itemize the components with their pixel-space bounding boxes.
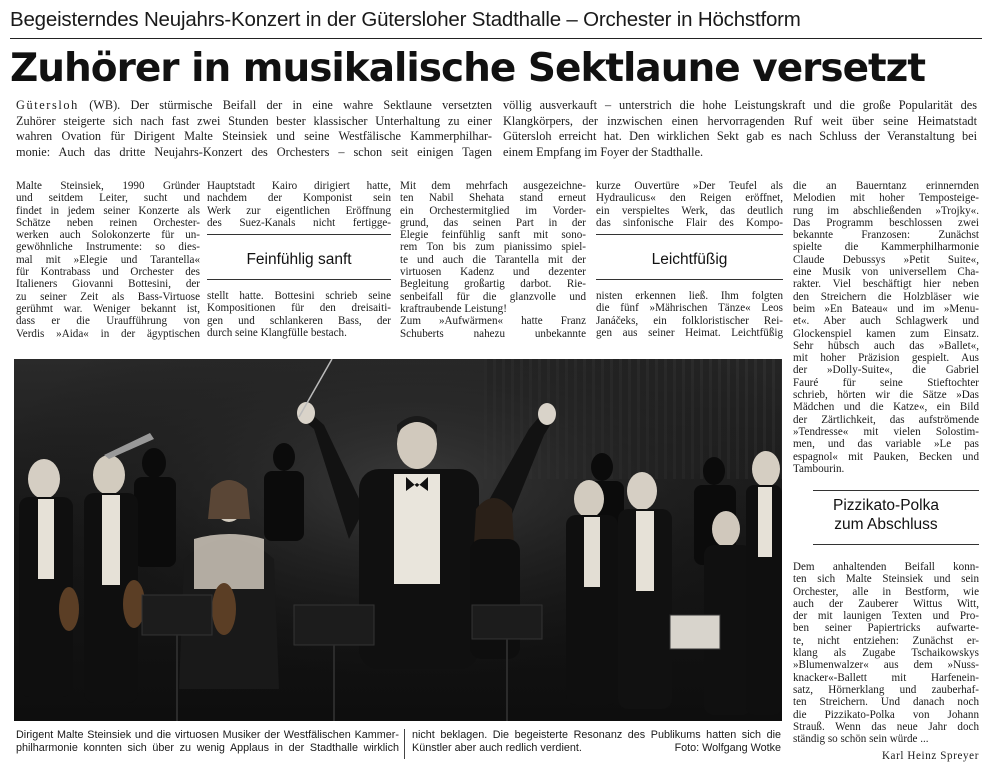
lead-line: völlig ausverkauft – unterstrich die hohe Leistungskraft und die große Popularität des: [503, 98, 977, 112]
lead-line: einem Empfang im Foyer der Stadthalle.: [503, 145, 704, 160]
body-line: Glockenspiel kamen zum Einsatz.: [793, 327, 979, 340]
body-line: stellt hatte. Bottesini schrieb seine: [207, 290, 391, 302]
body-line: virtuosen Kadenz und dezenter: [400, 266, 586, 279]
body-line: bekannte Franzosen: Zunächst: [793, 229, 979, 242]
body-line: kraftraubende Leistung!: [400, 302, 507, 315]
body-line: ben seiner Papiertricks aufwarte-: [793, 622, 979, 635]
body-line: ein verspieltes Werk, das deutlich: [596, 204, 783, 217]
dateline: Gütersloh: [16, 98, 79, 112]
caption-line: Dirigent Malte Steinsiek und die virtuosen Musiker der Westfälischen Kammer-: [16, 729, 399, 741]
body-line: rakter. Viel beschäftigt hier neben: [793, 278, 979, 291]
body-line: das sinfonische Flair des Kompo-: [596, 216, 783, 229]
body-line: Elegie feinfühlig sanft mit sono-: [400, 229, 586, 242]
subhead-rule: [813, 490, 979, 491]
subhead-rule: [813, 544, 979, 545]
body-line: findet in jedem seiner Konzerte als: [16, 204, 200, 217]
body-line: et«. Aber auch Schlagwerk und: [793, 315, 979, 328]
body-line: ein Orchestermitglied im Vorder-: [400, 204, 586, 217]
body-line: Sehr hübsch auch das »Ballet«,: [793, 339, 979, 352]
lead-right: [503, 98, 977, 161]
body-column-4-top: [596, 180, 783, 229]
body-line: mit hoher Präzision gespielt. Aus: [793, 352, 979, 365]
body-line: Melodien mit hoher Temposteige-: [793, 192, 979, 205]
body-line: Orchester, alle in Bestform, wie: [793, 585, 979, 598]
body-line: Schuberts nahezu unbekannte: [400, 327, 586, 340]
body-line: beim »En Bateau« und im »Menu-: [793, 302, 979, 315]
body-line: des Suez-Kanals nicht fertigge-: [207, 216, 391, 229]
body-line: nisten erkennen ließ. Ihm folgten: [596, 290, 783, 302]
body-line: Werk zur eigentlichen Eröffnung: [207, 204, 391, 217]
body-column-5-top: [793, 180, 979, 475]
body-line: werken auch Solokonzerte für un-: [16, 229, 200, 242]
subhead-rule: [596, 279, 783, 280]
body-line: klang als Zugabe Tschaikowskys: [793, 647, 979, 660]
body-line: eine Musik von universellem Cha-: [793, 266, 979, 279]
body-line: espagnol« mit Pauken, Becken und: [793, 450, 979, 463]
body-line: Fauré für seine Stieftochter: [793, 376, 979, 389]
subhead-leichtfuessig: Leichtfüßig: [651, 251, 728, 268]
subhead-rule: [207, 279, 391, 280]
body-line: kurze Ouvertüre »Der Teufel als: [596, 180, 783, 192]
body-line: Zum »Aufwärmen« hatte Franz: [400, 315, 586, 328]
body-line: gen und schlankeren Bass, der: [207, 314, 391, 327]
body-line: gerühmt war. Weniger bekannt ist,: [16, 302, 200, 315]
body-column-2-top: [207, 180, 391, 229]
body-line: rung im abschließenden »Trojky«.: [793, 204, 979, 217]
body-line: gen aus seiner Heimat. Leichtfüßig: [596, 326, 783, 339]
subhead-pizzikato-line: zum Abschluss: [834, 516, 938, 533]
caption-text: Künstler aber auch redlich verdient.: [412, 742, 582, 754]
headline: Zuhörer in musikalische Sektlaune versetzt: [10, 46, 926, 91]
body-line: der Zärtlichkeit, das aufströmende: [793, 413, 979, 426]
subhead-rule: [596, 234, 783, 235]
orchestra-photo: [14, 359, 782, 721]
caption-line: [412, 742, 781, 755]
body-line: ten sich Malte Steinsiek und sein: [793, 573, 979, 586]
kicker-line: Begeisterndes Neujahrs-Konzert in der Gütersloher Stadthalle – Orchester in Höchstform: [10, 8, 801, 31]
body-line: gewöhnliche Instrumente: so dies-: [16, 241, 200, 254]
body-line: Hauptstadt Kairo dirigiert hatte,: [207, 180, 391, 192]
lead-line: Gütersloh erreicht hat. Den wirklichen Sekt gab es nach Schluss der Veranstaltung bei: [503, 129, 977, 144]
body-line: die fünf »Mährischen Tänze« Leos: [596, 302, 783, 315]
body-line: Tambourin.: [793, 462, 845, 475]
body-line: Italieners Giovanni Bottesini, der: [16, 278, 200, 291]
lead-line: Klangkörpers, der inzwischen einen hervorragenden Ruf weit über seine Heimatstadt: [503, 113, 977, 128]
author: Karl Heinz Spreyer: [881, 750, 979, 762]
body-column-5-bottom: [793, 561, 979, 745]
body-line: und seitdem Leiter, sucht und: [16, 192, 200, 205]
body-line: der mit launigen Texten und Pro-: [793, 610, 979, 623]
lead-left: [16, 98, 492, 161]
body-column-3: [400, 180, 586, 340]
body-line: die Pizzikato-Polka von Johann: [793, 708, 979, 721]
body-line: Das Programm beschlossen zwei: [793, 216, 979, 229]
subhead-feinfuehlig: Feinfühlig sanft: [246, 251, 352, 268]
body-line: Verdis »Aida« in der ägyptischen: [16, 327, 200, 340]
body-column-1: [16, 180, 200, 340]
body-line: Malte Steinsiek, 1990 Gründer: [16, 180, 200, 192]
photo-caption-right: [412, 729, 781, 755]
body-line: ständig so schön sein würde ...: [793, 733, 929, 746]
subhead-pizzikato: [793, 496, 979, 534]
body-line: ten Streichern. Und danach noch: [793, 696, 979, 709]
body-line: te, nicht entziehen: Zunächst er-: [793, 634, 979, 647]
body-line: zu seiner Zeit als Bass-Virtuose: [16, 290, 200, 303]
body-line: Kompositionen für den dreisaiti-: [207, 302, 391, 315]
caption-line: nicht beklagen. Die begeisterte Resonanz des Publikums hatten sich die: [412, 729, 781, 741]
body-column-4-bottom: [596, 290, 783, 339]
body-line: senbeifall für die glanzvolle und: [400, 290, 586, 303]
body-line: men, und das variable »Le pas: [793, 438, 979, 451]
body-line: durch seine Klangfülle bestach.: [207, 326, 347, 339]
body-line: grund, das seinen Part in der: [400, 216, 586, 229]
body-line: Janáčeks, ein folkloristischer Rei-: [596, 314, 783, 327]
lead-line: wahren Ovation für Dirigent Malte Steinsiek und seine Westfälische Kammerphilhar-: [16, 129, 492, 144]
body-line: nachdem der Komponist sein: [207, 192, 391, 205]
body-line: rem Ton bis zum pianissimo spiel-: [400, 241, 586, 254]
lead-line: Zuhörer steigerte sich nach fast zwei Stunden bester klassischer Unterhaltung zu einer: [16, 113, 492, 128]
body-line: mal mit »Elegie und Tarantella«: [16, 253, 200, 266]
body-line: Begleitung großartig darbot. Rie-: [400, 278, 586, 291]
body-line: Claude Debussys »Petit Suite«,: [793, 253, 979, 266]
body-line: ten Nabil Shehata stand erneut: [400, 192, 586, 205]
photo-credit: Foto: Wolfgang Wotke: [674, 742, 781, 754]
orchestra-photo-image: [14, 359, 782, 721]
lead-line: monie: Auch das dritte Neujahrs-Konzert des Orchesters – schon seit einigen Tagen: [16, 145, 492, 160]
body-line: »Blumenwalzer« aus dem »Nuss-: [793, 659, 979, 672]
body-line: Strauß. Wenn das neue Jahr doch: [793, 720, 979, 733]
body-line: Schätze neben reinen Orchester-: [16, 216, 200, 229]
body-line: dass er die Uraufführung von: [16, 315, 200, 328]
kicker-rule: [10, 38, 982, 39]
photo-caption-left: [16, 729, 399, 755]
caption-line: philharmonie konnten sich über zu wenig Applaus in der Stadthalle wirklich: [16, 742, 399, 754]
body-line: »Tendresse« mit vielen Solostim-: [793, 425, 979, 438]
lead-line: [16, 98, 492, 114]
body-line: der »Dolly-Suite«, die Gabriel: [793, 364, 979, 377]
lead-line-text: (WB). Der stürmische Beifall der in eine wahre Sektlaune versetzten: [89, 98, 492, 112]
body-line: die an Bauerntanz erinnernden: [793, 180, 979, 192]
subhead-rule: [207, 234, 391, 235]
body-line: satz, Hörnerklang und zauberhaf-: [793, 683, 979, 696]
subhead-pizzikato-line: Pizzikato-Polka: [833, 497, 939, 514]
body-line: Mädchen und die Katze«, ein Bild: [793, 401, 979, 414]
body-line: den Streichern die Holzbläser wie: [793, 290, 979, 303]
body-line: für Kontrabass und Orchester des: [16, 266, 200, 279]
body-line: schrieb, hörten wir die Sätze »Das: [793, 389, 979, 402]
body-line: Dem anhaltenden Beifall konn-: [793, 561, 979, 573]
caption-divider: [404, 729, 405, 759]
body-line: auch der Zauberer Wittus Witt,: [793, 597, 979, 610]
body-column-2-bottom: [207, 290, 391, 339]
body-line: knacker«-Ballett mit Harfenein-: [793, 671, 979, 684]
body-line: Hydraulicus« den Reigen eröffnet,: [596, 192, 783, 205]
body-line: Mit dem mehrfach ausgezeichne-: [400, 180, 586, 192]
body-line: spielte die Kammerphilharmonie: [793, 241, 979, 254]
body-line: te und auch die Tarantella mit der: [400, 253, 586, 266]
